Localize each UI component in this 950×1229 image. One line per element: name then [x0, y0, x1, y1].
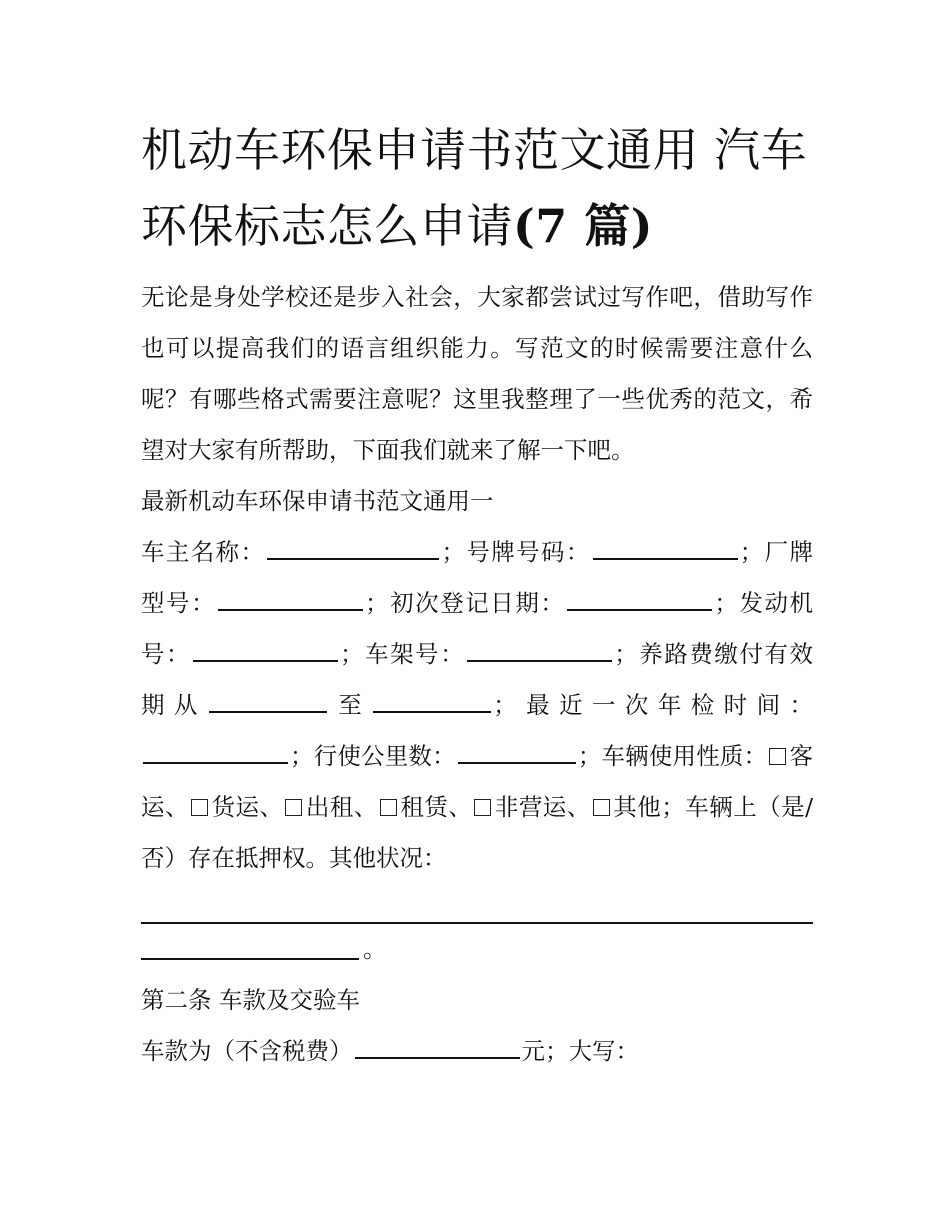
document-title [141, 112, 813, 264]
usage-option-non-commercial: 非营运、 [494, 793, 591, 821]
other-status-blank-line1[interactable] [141, 892, 813, 924]
usage-checkbox-rental[interactable] [285, 799, 302, 816]
reg-date-blank[interactable] [567, 587, 712, 611]
section1-heading: 最新机动车环保申请书范文通用一 [141, 487, 494, 515]
usage-option-other: 其他； [612, 793, 685, 821]
price-blank[interactable] [355, 1035, 520, 1059]
title-count: (7 篇) [513, 199, 654, 253]
fee-label: ；养路费缴付有效期从 [141, 640, 814, 719]
owner-blank[interactable] [267, 536, 439, 560]
intro-paragraph: 无论是身处学校还是步入社会，大家都尝试过写作吧，借助写作也可以提高我们的语言组织能力。写范文的时候需要注意什么呢？有哪些格式需要注意呢？这里我整理了一些优秀的范文，希望对大家有所帮助，下面我们就来了解一下吧。 [141, 283, 813, 464]
usage-option-lease: 租赁、 [399, 793, 473, 821]
frame-label: ；车架号： [340, 640, 466, 668]
usage-option-rental: 出租、 [305, 793, 378, 821]
usage-checkbox-other[interactable] [593, 799, 610, 816]
usage-checkbox-freight[interactable] [191, 799, 208, 816]
fee-from-blank[interactable] [209, 689, 327, 713]
inspection-blank[interactable] [143, 740, 288, 764]
owner-label: 车主名称： [141, 538, 266, 566]
engine-label: ；发动机号： [141, 589, 814, 668]
price-label: 车款为（不含税费） [141, 1037, 353, 1065]
title-main: 机动车环保申请书范文通用 汽车环保标志怎么申请 [141, 123, 808, 253]
end-mark: 。 [363, 935, 387, 963]
usage-checkbox-passenger[interactable] [769, 748, 786, 765]
vehicle-info-paragraph [141, 527, 813, 884]
document-page [141, 112, 813, 1077]
other-status-blank-line2[interactable] [141, 936, 359, 960]
price-paragraph [141, 1026, 813, 1077]
mortgage-text: 车辆上（是/否）存在抵押权。其他状况： [141, 793, 814, 872]
usage-option-passenger: 客运、 [141, 742, 813, 821]
to-label: 至 [328, 691, 372, 719]
usage-checkbox-lease[interactable] [380, 799, 397, 816]
frame-blank[interactable] [467, 638, 612, 662]
fee-to-blank[interactable] [373, 689, 491, 713]
other-status-line2 [141, 924, 813, 975]
price-suffix: 元；大写： [521, 1037, 639, 1065]
mileage-label: ；行使公里数： [290, 742, 456, 770]
model-blank[interactable] [218, 587, 363, 611]
plate-blank[interactable] [593, 536, 738, 560]
engine-blank[interactable] [193, 638, 338, 662]
inspection-label: ；最近一次年检时间： [493, 691, 814, 719]
plate-label: ；号牌号码： [441, 538, 591, 566]
usage-label: ；车辆使用性质： [577, 742, 768, 770]
reg-date-label: ；初次登记日期： [365, 589, 566, 617]
mileage-blank[interactable] [458, 740, 576, 764]
other-status-fill [141, 892, 813, 975]
model-label: ；厂牌型号： [141, 538, 814, 617]
usage-checkbox-non-commercial[interactable] [474, 799, 491, 816]
usage-option-freight: 货运、 [210, 793, 284, 821]
section2-heading: 第二条 车款及交验车 [141, 986, 360, 1014]
